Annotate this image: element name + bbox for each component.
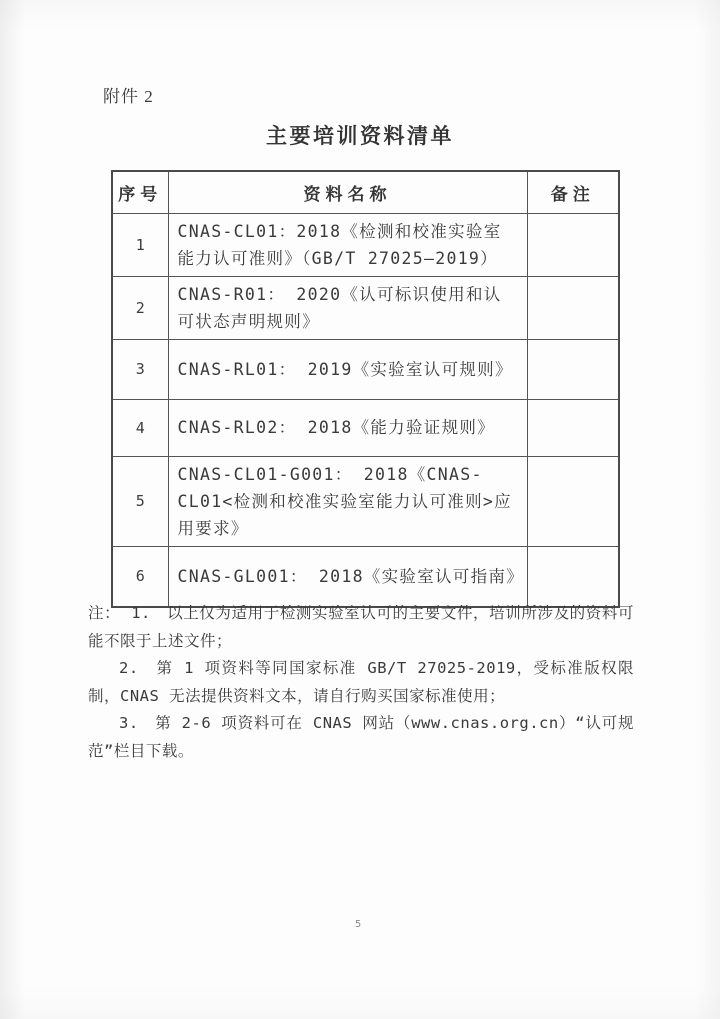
- row-number: 1: [112, 213, 168, 276]
- material-name: CNAS-RL02： 2018《能力验证规则》: [168, 399, 527, 456]
- row-number: 5: [112, 456, 168, 546]
- materials-table: [111, 170, 620, 608]
- table-row: [112, 276, 619, 339]
- header-material-name: 资料名称: [168, 171, 527, 213]
- material-name: CNAS-R01： 2020《认可标识使用和认可状态声明规则》: [168, 276, 527, 339]
- row-number: 6: [112, 546, 168, 607]
- remark-cell: [527, 456, 619, 546]
- attachment-label: 附件 2: [103, 87, 154, 106]
- page-title: 主要培训资料清单: [266, 124, 454, 148]
- remark-cell: [527, 339, 619, 399]
- header-no: 序号: [112, 171, 168, 213]
- material-name: CNAS-CL01-G001： 2018《CNAS-CL01<检测和校准实验室能力认可准则>应用要求》: [168, 456, 527, 546]
- material-name: CNAS-GL001： 2018《实验室认可指南》: [168, 546, 527, 607]
- table-header-row: [112, 171, 619, 213]
- table-row: [112, 213, 619, 276]
- notes-section: [88, 600, 634, 765]
- row-number: 4: [112, 399, 168, 456]
- table-row: [112, 546, 619, 607]
- note-paragraph-3: 3. 第 2-6 项资料可在 CNAS 网站（www.cnas.org.cn）“认可规范”栏目下载。: [88, 714, 634, 760]
- remark-cell: [527, 399, 619, 456]
- remark-cell: [527, 213, 619, 276]
- note-paragraph-1: [88, 600, 634, 655]
- table-row: [112, 339, 619, 399]
- page-number: 5: [354, 919, 362, 930]
- row-number: 2: [112, 276, 168, 339]
- remark-cell: [527, 276, 619, 339]
- header-remark: 备注: [527, 171, 619, 213]
- material-name: CNAS-CL01：2018《检测和校准实验室能力认可准则》（GB/T 27025—2019）: [168, 213, 527, 276]
- note-text-1: 1. 以上仅为适用于检测实验室认可的主要文件，培训所涉及的资料可能不限于上述文件；: [88, 604, 634, 650]
- note-paragraph-2: 2. 第 1 项资料等同国家标准 GB/T 27025-2019，受标准版权限制，CNAS 无法提供资料文本，请自行购买国家标准使用；: [88, 659, 634, 705]
- table-row: [112, 456, 619, 546]
- material-name: CNAS-RL01： 2019《实验室认可规则》: [168, 339, 527, 399]
- row-number: 3: [112, 339, 168, 399]
- table-row: [112, 399, 619, 456]
- remark-cell: [527, 546, 619, 607]
- notes-label: 注：: [88, 604, 121, 622]
